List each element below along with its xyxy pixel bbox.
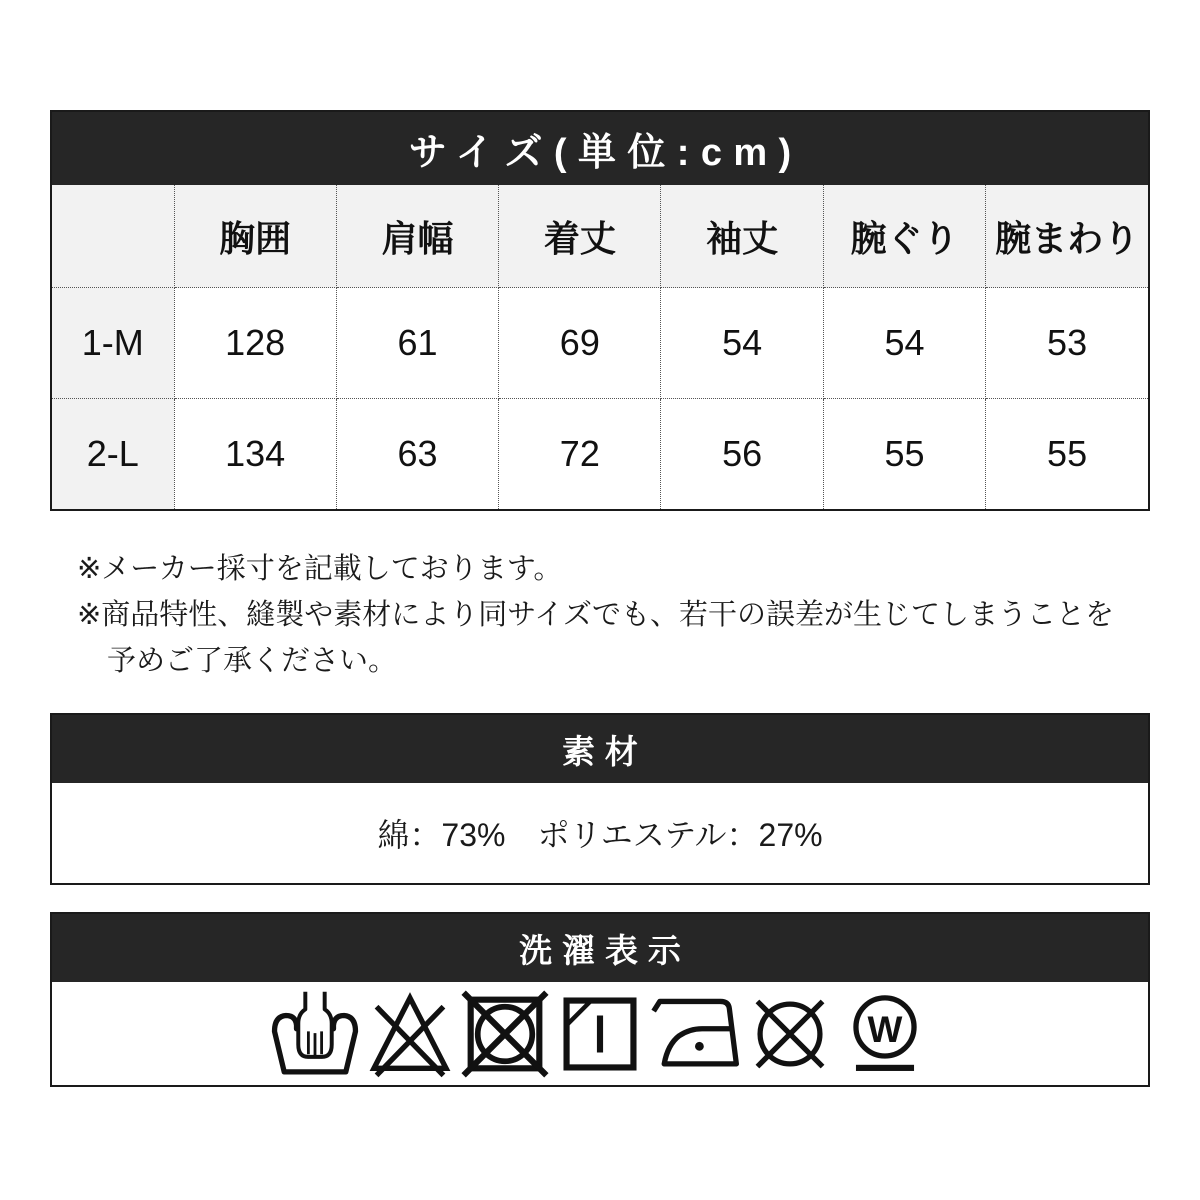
- column-header-length: 着丈: [499, 185, 661, 288]
- size-table-section: [50, 110, 1150, 511]
- cell-value: 128: [174, 288, 336, 399]
- measurement-notes: [77, 546, 1137, 684]
- note-line: 予めご了承ください。: [107, 645, 398, 677]
- size-table-corner-cell: [52, 185, 174, 288]
- size-table-title: サイズ(単位:cm): [52, 112, 1148, 185]
- cell-value: 134: [174, 399, 336, 510]
- cell-value: 54: [823, 288, 985, 399]
- column-header-arm-circumference: 腕まわり: [986, 185, 1148, 288]
- table-row-size-2l: [52, 399, 1148, 510]
- do-not-tumble-dry-icon: [461, 988, 549, 1080]
- row-label: 1-M: [52, 288, 174, 399]
- wet-cleaning-icon: [841, 988, 929, 1080]
- cell-value: 72: [499, 399, 661, 510]
- table-row-size-1m: [52, 288, 1148, 399]
- cell-value: 53: [986, 288, 1148, 399]
- column-header-chest: 胸囲: [174, 185, 336, 288]
- cell-value: 54: [661, 288, 823, 399]
- note-line: ※メーカー採寸を記載しております。: [77, 553, 563, 585]
- cell-value: 69: [499, 288, 661, 399]
- laundry-title: 洗濯表示: [52, 914, 1148, 982]
- material-section: [50, 713, 1150, 885]
- hand-wash-icon: [271, 988, 359, 1080]
- do-not-bleach-icon: [366, 988, 454, 1080]
- column-header-armhole: 腕ぐり: [823, 185, 985, 288]
- column-header-shoulder: 肩幅: [336, 185, 498, 288]
- cell-value: 55: [823, 399, 985, 510]
- cell-value: 61: [336, 288, 498, 399]
- cell-value: 63: [336, 399, 498, 510]
- cell-value: 55: [986, 399, 1148, 510]
- laundry-section: [50, 912, 1150, 1087]
- material-content: 綿：73% ポリエステル：27%: [377, 817, 823, 853]
- size-table: [52, 185, 1148, 509]
- row-label: 2-L: [52, 399, 174, 510]
- material-title: 素材: [52, 715, 1148, 783]
- column-header-sleeve: 袖丈: [661, 185, 823, 288]
- cell-value: 56: [661, 399, 823, 510]
- dry-in-shade-icon: [556, 988, 644, 1080]
- note-line: ※商品特性、縫製や素材により同サイズでも、若干の誤差が生じてしまうことを: [77, 599, 1114, 631]
- size-table-header-row: [52, 185, 1148, 288]
- wet-cleaning-letter: W: [867, 1008, 903, 1050]
- iron-low-heat-icon: [651, 988, 739, 1080]
- laundry-icons-row: [52, 982, 1148, 1085]
- do-not-dry-clean-icon: [746, 988, 834, 1080]
